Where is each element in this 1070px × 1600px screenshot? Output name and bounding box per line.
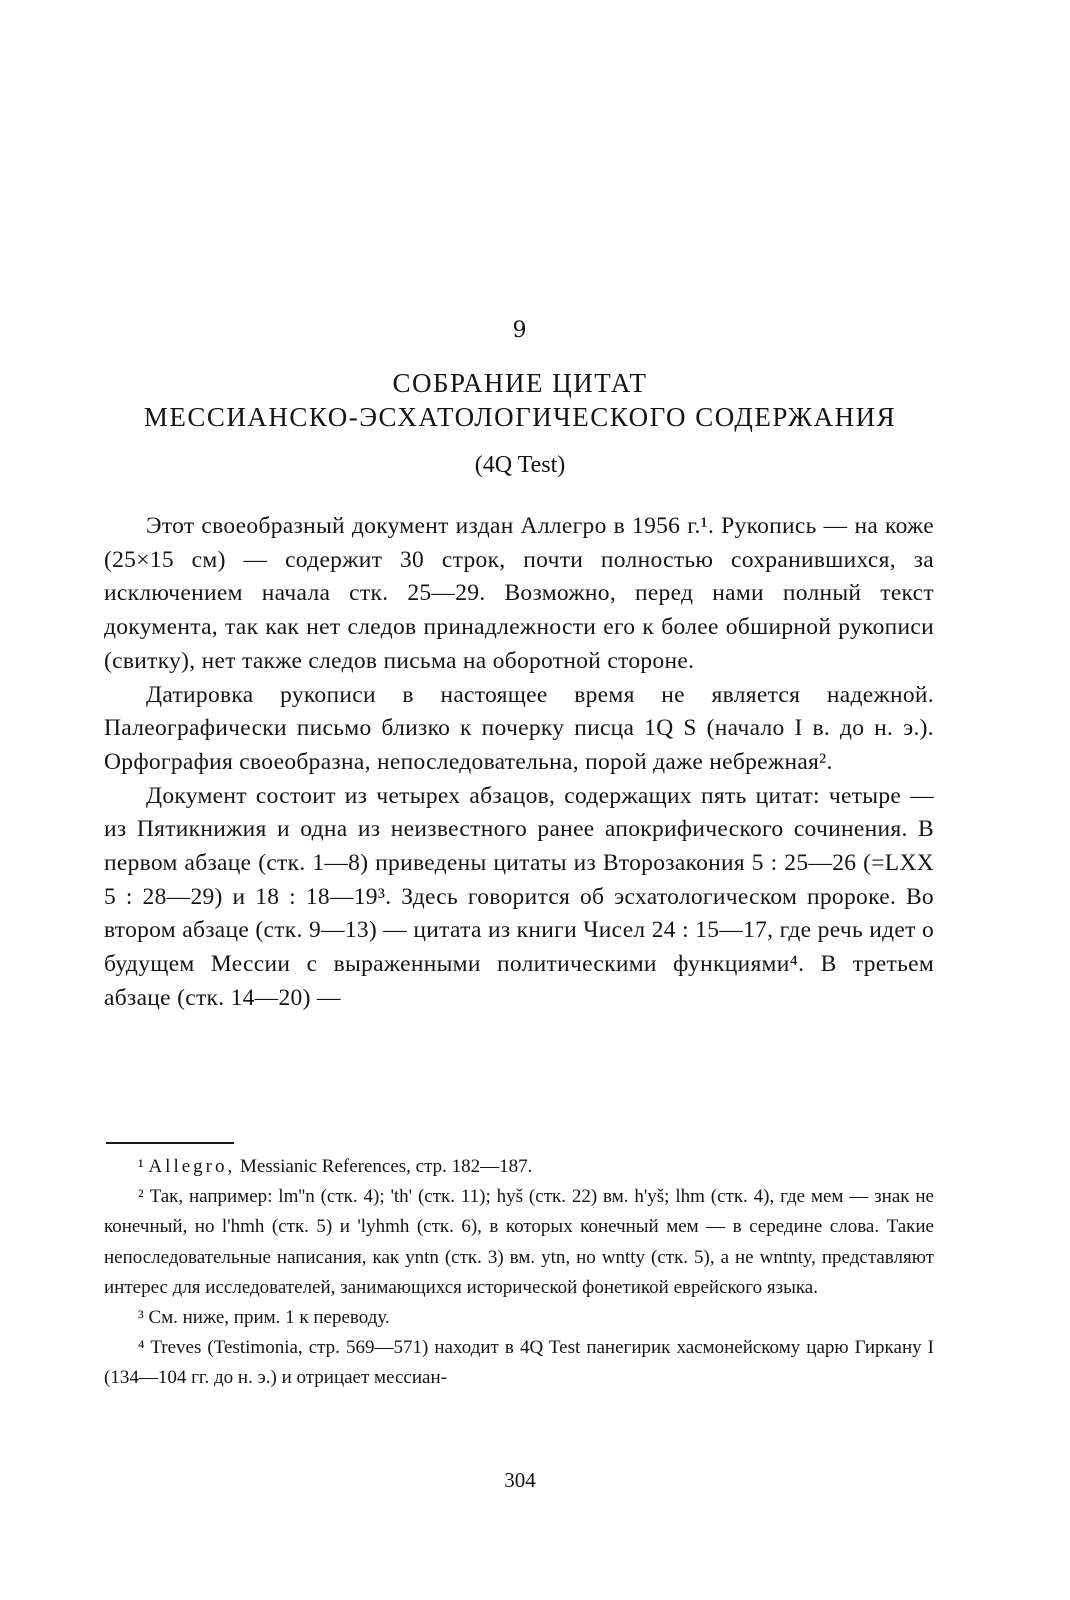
footnote-separator	[106, 1142, 234, 1144]
chapter-title-line-2: МЕССИАНСКО-ЭСХАТОЛОГИЧЕСКОГО СОДЕРЖАНИЯ	[143, 402, 897, 432]
paragraph-2: Датировка рукописи в настоящее время не является надежной. Палеографически письмо близко к почерку писца 1Q S (начало I в. до н. э.). Орфография своеобразна, непоследовательна, порой даже небрежная².	[104, 681, 934, 775]
chapter-subtitle: (4Q Test)	[474, 452, 566, 478]
footnote-4: ⁴ Treves (Testimonia, стр. 569—571) находит в 4Q Test панегирик хасмонейскому царю Гиркану I (134—104 гг. до н. э.) и отрицает мессиан-	[104, 1337, 934, 1389]
footnote-1-author: Allegro,	[148, 1156, 236, 1177]
footnote-3: ³ См. ниже, прим. 1 к переводу.	[138, 1307, 390, 1329]
chapter-title-line-1: СОБРАНИЕ ЦИТАТ	[392, 368, 648, 398]
paragraph-1: Этот своеобразный документ издан Аллегро в 1956 г.¹. Рукопись — на коже (25×15 см) — содержит 30 строк, почти полностью сохранившихся, за исключением начала стк. 25—29. Возможно, перед нами полный текст документа, так как нет следов принадлежности его к более обширной рукописи (свитку), нет также следов письма на оборотной стороне.	[104, 513, 934, 674]
page-number: 304	[504, 1468, 536, 1492]
paragraph-3: Документ состоит из четырех абзацов, содержащих пять цитат: четыре — из Пятикнижия и одна из неизвестного ранее апокрифического сочинения. В первом абзаце (стк. 1—8) приведены цитаты из Второзакония 5 : 25—26 (=LXX 5 : 28—29) и 18 : 18—19³. Здесь говорится об эсхатологическом пророке. Во втором абзаце (стк. 9—13) — цитата из книги Чисел 24 : 15—17, где речь идет о будущем Мессии с выраженными политическими функциями⁴. В третьем абзаце (стк. 14—20) —	[104, 782, 934, 1011]
body-text	[104, 510, 934, 1016]
footnotes	[104, 1152, 934, 1394]
chapter-number: 9	[512, 318, 528, 343]
footnote-1-marker: ¹	[138, 1156, 144, 1177]
footnote-1	[104, 1152, 934, 1182]
footnote-2: ² Так, например: lm''n (стк. 4); 'th' (стк. 11); hyš (стк. 22) вм. h'yš; lhm (стк. 4), где мем — знак не конечный, но l'hmh (стк. 5) и 'lyhmh (стк. 6), в которых конечный мем — в середине слова. Такие непоследовательные написания, как yntn (стк. 3) вм. ytn, но wntty (стк. 5), а не wntnty, представляют интерес для исследователей, занимающихся исторической фонетикой еврейского языка.	[104, 1186, 934, 1298]
footnote-1-text: Messianic References, стр. 182—187.	[235, 1156, 533, 1177]
